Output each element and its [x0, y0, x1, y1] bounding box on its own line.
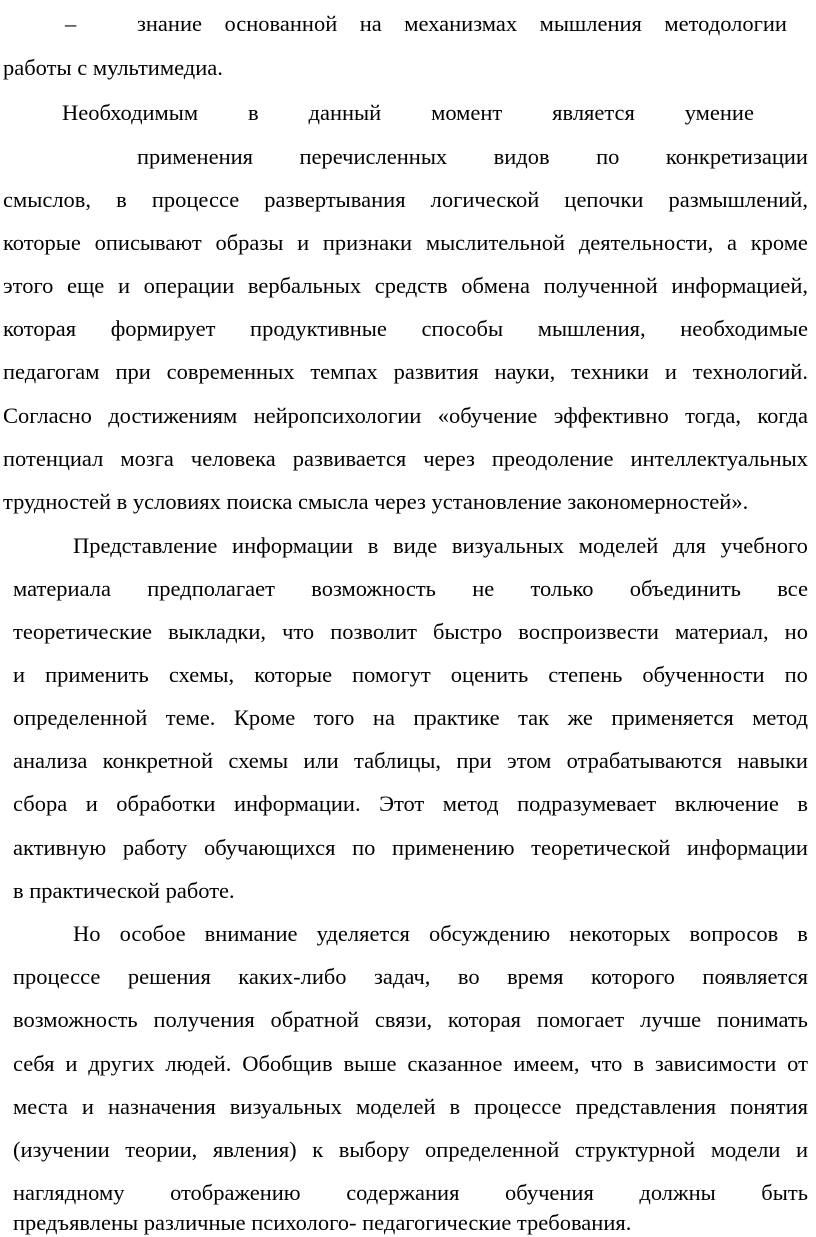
word: необходимые — [680, 316, 808, 341]
word: активную — [13, 835, 107, 860]
word: навыки — [737, 748, 808, 773]
word: или — [303, 748, 339, 773]
word: обработки — [116, 791, 216, 816]
word: что — [590, 1051, 623, 1076]
word: нейропсихологии — [253, 403, 422, 428]
paragraph-3-line-7 — [13, 1179, 808, 1207]
word: применения — [137, 144, 254, 169]
word: наглядному — [13, 1180, 125, 1205]
word: которая — [447, 1007, 522, 1032]
word: понимать — [716, 1007, 808, 1032]
word: отображению — [170, 1180, 301, 1205]
word: практике — [413, 705, 500, 730]
word: места — [13, 1094, 68, 1119]
word: от — [787, 1051, 808, 1076]
word: полученной — [543, 273, 658, 298]
word: кроме — [750, 230, 808, 255]
paragraph-3-line-6 — [13, 1136, 808, 1164]
word: вербальных — [247, 273, 362, 298]
word: информацией, — [671, 273, 808, 298]
word: Кроме — [233, 705, 296, 730]
word: уделяется — [316, 921, 410, 946]
word: схемы — [228, 748, 289, 773]
word: основанной — [224, 11, 338, 36]
paragraph-1-line-9 — [3, 445, 808, 473]
word: конкретизации — [665, 144, 808, 169]
word: внимание — [204, 921, 298, 946]
word: того — [313, 705, 355, 730]
word: каких-либо — [238, 964, 347, 989]
paragraph-2-line-8 — [13, 834, 808, 862]
word: Этот — [379, 791, 425, 816]
word: сказанное — [407, 1051, 503, 1076]
paragraph-3-line-8: предъявлены различные психолого- педагогические требования. — [13, 1210, 632, 1235]
word: потенциал — [3, 446, 104, 471]
word: метод — [442, 791, 499, 816]
paragraph-3-line-2 — [13, 963, 808, 991]
word: средств — [374, 273, 448, 298]
paragraph-3-line-4 — [13, 1050, 808, 1078]
word: операции — [143, 273, 235, 298]
word: по — [784, 662, 808, 687]
word: содержания — [346, 1180, 460, 1205]
word: процессе — [13, 964, 101, 989]
word: обсуждению — [428, 921, 551, 946]
word: но — [784, 619, 808, 644]
word: для — [672, 533, 706, 558]
paragraph-1-line-2 — [137, 143, 808, 171]
word: данный — [308, 100, 382, 125]
word: моделей — [355, 1094, 436, 1119]
word: умение — [684, 100, 754, 125]
word: схемы, — [168, 662, 235, 687]
word: теоретической — [531, 835, 671, 860]
word: «обучение — [437, 403, 538, 428]
word: же — [567, 705, 593, 730]
word: что — [282, 619, 315, 644]
word: механизмах — [404, 11, 518, 36]
word: моделей — [578, 533, 659, 558]
word: связи, — [374, 1007, 433, 1032]
word: позволит — [330, 619, 417, 644]
word: визуальных — [229, 1094, 342, 1119]
word: получения — [153, 1007, 255, 1032]
word: Согласно — [3, 403, 92, 428]
word: учебного — [720, 533, 808, 558]
word: особое — [119, 921, 186, 946]
word: которые — [254, 662, 333, 687]
word: определенной — [425, 1137, 560, 1162]
word: деятельности, — [578, 230, 714, 255]
word: время — [507, 964, 564, 989]
word: информации — [686, 835, 808, 860]
word: выкладки, — [168, 619, 266, 644]
word: человека — [190, 446, 276, 471]
word: цепочки — [564, 187, 644, 212]
word: и — [65, 1051, 78, 1076]
word: развертывания — [264, 187, 406, 212]
word: в — [367, 533, 379, 558]
word: мыслительной — [425, 230, 566, 255]
word: на — [359, 11, 382, 36]
word: размышлений, — [668, 187, 808, 212]
word: процессе — [474, 1094, 562, 1119]
word: материал, — [674, 619, 769, 644]
word: когда — [757, 403, 808, 428]
word: Представление — [73, 533, 218, 558]
word: является — [552, 100, 635, 125]
word: назначения — [107, 1094, 216, 1119]
word: быть — [761, 1180, 808, 1205]
word: степень — [548, 662, 623, 687]
word: и — [117, 273, 130, 298]
word: методологии — [664, 11, 787, 36]
word: теории, — [125, 1137, 198, 1162]
word: работу — [122, 835, 188, 860]
word: сбора — [13, 791, 68, 816]
word: других — [88, 1051, 155, 1076]
word: видов — [493, 144, 550, 169]
word: Необходимым — [62, 100, 199, 125]
list-item-line-2: работы с мультимедиа. — [3, 55, 223, 80]
list-marker: – — [65, 11, 77, 36]
word: перечисленных — [299, 144, 448, 169]
word: воспроизвести — [518, 619, 659, 644]
word: интеллектуальных — [630, 446, 808, 471]
paragraph-2-line-4 — [13, 661, 808, 689]
word: включение — [674, 791, 779, 816]
paragraph-2-line-2 — [13, 575, 808, 603]
word: материала — [13, 576, 111, 601]
paragraph-1-line-5 — [3, 272, 808, 300]
word: в — [449, 1094, 461, 1119]
paragraph-1-line-4 — [3, 229, 808, 257]
word: структурной — [574, 1137, 696, 1162]
word: себя — [13, 1051, 55, 1076]
word: через — [423, 446, 475, 471]
word: науки, — [494, 359, 556, 384]
word: по — [352, 835, 376, 860]
word: применить — [45, 662, 149, 687]
paragraph-2-line-9: в практической работе. — [13, 878, 235, 903]
word: выбору — [338, 1137, 410, 1162]
word: Обобщив — [242, 1051, 333, 1076]
word: обучающихся — [203, 835, 336, 860]
word: помогает — [536, 1007, 625, 1032]
word: выше — [343, 1051, 397, 1076]
word: и — [81, 1094, 94, 1119]
word: этого — [3, 273, 54, 298]
word: применяется — [611, 705, 734, 730]
word: эффективно — [553, 403, 669, 428]
word: модели — [710, 1137, 781, 1162]
word: подразумевает — [517, 791, 657, 816]
word: должны — [639, 1180, 716, 1205]
paragraph-2-line-3 — [13, 618, 808, 646]
paragraph-1-line-3 — [3, 186, 808, 214]
word: еще — [67, 273, 105, 298]
paragraph-2-line-6 — [13, 747, 808, 775]
word: и — [297, 230, 310, 255]
paragraph-1-line-8 — [3, 402, 808, 430]
word: в — [116, 187, 127, 212]
word: оценить — [450, 662, 529, 687]
word: информации. — [233, 791, 361, 816]
word: а — [726, 230, 737, 255]
word: смыслов, — [3, 187, 92, 212]
word: предполагает — [147, 576, 275, 601]
word: визуальных — [451, 533, 565, 558]
word: обмена — [461, 273, 530, 298]
word: развития — [393, 359, 479, 384]
word: мозга — [120, 446, 174, 471]
word: техники — [571, 359, 649, 384]
word: тогда, — [685, 403, 742, 428]
word: достижениям — [108, 403, 238, 428]
word: при — [115, 359, 151, 384]
word: решения — [127, 964, 211, 989]
paragraph-3-line-1 — [73, 920, 808, 948]
word: возможность — [13, 1007, 138, 1032]
word: которая — [3, 316, 77, 341]
word: обратной — [270, 1007, 360, 1032]
word: описывают — [94, 230, 202, 255]
word: на — [372, 705, 395, 730]
word: в — [633, 1051, 644, 1076]
word: явления) — [212, 1137, 297, 1162]
paragraph-2-line-5 — [13, 704, 808, 732]
word: некоторых — [569, 921, 671, 946]
word: образы — [215, 230, 284, 255]
word: современных — [166, 359, 295, 384]
word: имеем, — [513, 1051, 580, 1076]
word: таблицы, — [354, 748, 442, 773]
word: помогут — [352, 662, 431, 687]
word: к — [312, 1137, 324, 1162]
word: и — [795, 1137, 808, 1162]
paragraph-3-line-3 — [13, 1006, 808, 1034]
word: этом — [507, 748, 552, 773]
word: Но — [73, 921, 101, 946]
word: знание — [137, 11, 202, 36]
word: не — [472, 576, 495, 601]
word: обученности — [642, 662, 765, 687]
word: метод — [752, 705, 808, 730]
word: момент — [431, 100, 503, 125]
word: конкретной — [102, 748, 214, 773]
word: логической — [430, 187, 540, 212]
word: информации — [232, 533, 354, 558]
paragraph-3-line-5 — [13, 1093, 808, 1121]
word: обучения — [505, 1180, 594, 1205]
word: быстро — [433, 619, 503, 644]
word: зависимости — [654, 1051, 777, 1076]
word: в — [797, 921, 808, 946]
list-item-line-1 — [137, 10, 787, 38]
word: вопросов — [689, 921, 779, 946]
paragraph-2-line-7 — [13, 790, 808, 818]
word: и — [664, 359, 677, 384]
word: которого — [590, 964, 675, 989]
word: процессе — [151, 187, 240, 212]
word: анализа — [13, 748, 88, 773]
word: понятия — [730, 1094, 808, 1119]
word: по — [596, 144, 620, 169]
word: лучше — [640, 1007, 702, 1032]
word: возможность — [311, 576, 436, 601]
word: определенной — [13, 705, 148, 730]
paragraph-1-line-1 — [62, 99, 754, 127]
word: технологий. — [692, 359, 808, 384]
word: и — [85, 791, 98, 816]
word: (изучении — [13, 1137, 110, 1162]
word: задач, — [374, 964, 431, 989]
word: только — [530, 576, 594, 601]
word: темпах — [310, 359, 378, 384]
word: формирует — [110, 316, 216, 341]
word: теме. — [165, 705, 216, 730]
word: признаки — [322, 230, 413, 255]
word: отрабатываются — [566, 748, 722, 773]
word: мышления, — [537, 316, 646, 341]
word: развивается — [292, 446, 407, 471]
word: представления — [575, 1094, 717, 1119]
paragraph-1-line-10: трудностей в условиях поиска смысла через установление закономерностей». — [3, 489, 749, 514]
word: теоретические — [13, 619, 152, 644]
word: виде — [393, 533, 438, 558]
word: появляется — [702, 964, 808, 989]
word: педагогам — [3, 359, 100, 384]
word: способы — [421, 316, 504, 341]
word: продуктивные — [250, 316, 387, 341]
word: мышления — [539, 11, 642, 36]
word: в — [248, 100, 259, 125]
word: во — [457, 964, 480, 989]
word: так — [518, 705, 550, 730]
word: преодоление — [491, 446, 614, 471]
word: при — [456, 748, 492, 773]
word: и — [13, 662, 26, 687]
paragraph-1-line-6 — [3, 315, 808, 343]
word: применению — [392, 835, 515, 860]
paragraph-2-line-1 — [73, 532, 808, 560]
word: в — [797, 791, 808, 816]
word: все — [777, 576, 808, 601]
word: которые — [3, 230, 81, 255]
paragraph-1-line-7 — [3, 358, 808, 386]
word: объединить — [629, 576, 741, 601]
word: людей. — [165, 1051, 232, 1076]
